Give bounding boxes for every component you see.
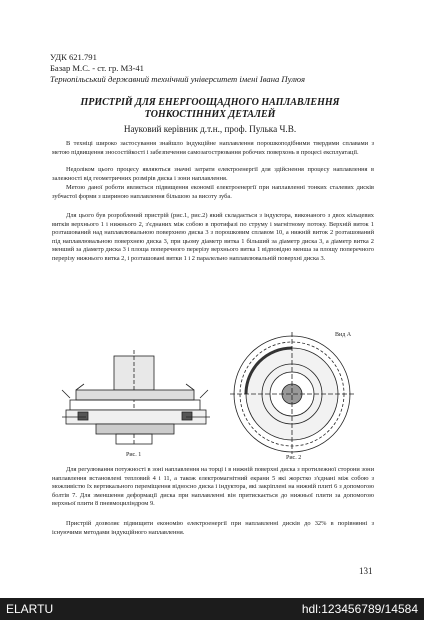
repository-footer-bar — [0, 598, 424, 620]
figure-1-drawing — [56, 350, 216, 450]
handle-id: hdl:123456789/14584 — [301, 602, 418, 616]
figure-2-view-label: Вид А — [335, 332, 352, 338]
paragraph-3: Метою даної роботи являється підвищення економії електроенергії при наплавленні тонких сталевих дисків зубчастої форми з шириною наплавлення більшою за висоту зуба. — [52, 184, 374, 200]
udc-code: УДК 621.791 — [50, 52, 97, 62]
paper-title-line-2: ТОНКОСТІННИХ ДЕТАЛЕЙ — [144, 109, 276, 120]
page-number: 131 — [359, 566, 373, 576]
figure-2-caption: Рис. 2 — [286, 455, 302, 461]
author-line: Базар М.С. - ст. гр. МЗ-41 — [50, 63, 144, 73]
paragraph-5: Для регулювання потужності в зоні наплавлення на торці і в нижній поверхні диска з протилежної сторони зони наплавлення встановлені тепловий 4 і 11, а також електромагнітний екрани 5 які жорстко з'єднані між собою з можливістю їх вертикального переміщення відносно диска і індуктора, які закріплені на нижній плиті 6 з допомогою болтів 7. Для зменшення деформації диска при наплавленні він притискається до нижньої плити за допомогою верхньої плити 8 пневмоциліндром 9. — [52, 466, 374, 507]
paper-title-line-1: ПРИСТРІЙ ДЛЯ ЕНЕРГООЩАДНОГО НАПЛАВЛЕННЯ — [80, 97, 340, 108]
repository-name: ELARTU — [6, 602, 54, 616]
paragraph-6: Пристрій дозволяє підвищити економію електроенергії при наплавленні дисків до 32% в порівнянні з існуючими методами індукційного наплавлення. — [52, 520, 374, 536]
paragraph-1: В техніці широко застосування знайшло індукційне наплавлення порошкоподібними твердими сплавами з метою підвищення зносостійкості і забезпечення самозагострювання робочих поверхонь в процесі експлуатації. — [52, 140, 374, 156]
paragraph-4: Для цього був розроблений пристрій (рис.1, рис.2) який складається з індуктора, виконаного з двох кільцевих витків верхнього 1 і нижнього 2, з'єднаних між собою в протифазі по струму і магнітному потоку. Верхній виток 1 розташований над наплавлювальною поверхнею диска 3 з порошковим сплавом 10, а нижній виток 2 розташований під наплавлювальною поверхнею диска 3, при цьому діаметр витка 1 більший за діаметр диска 3, а діаметр витка 2 менший за діаметр диска 3 і площа поперечного перерізу верхнього витка 1 відповідно менша за площу поперечного перерізу нижнього витка 2, і розташовані витки 1 і 2 паралельно наплавлювальній поверхні диска 3. — [52, 212, 374, 262]
paragraph-2: Недоліком цього процесу являються значні затрати електроенергії для здійснення процесу наплавлення в залежності від геометричних розмірів диска і зони наплавлення. — [52, 166, 374, 182]
figure-2-drawing — [222, 330, 362, 455]
affiliation: Тернопільський державний технічний університет імені Івана Пулюя — [50, 74, 306, 84]
figure-1-caption: Рис. 1 — [126, 452, 142, 458]
supervisor: Науковий керівник д.т.н., проф. Пулька Ч.В. — [123, 124, 297, 134]
